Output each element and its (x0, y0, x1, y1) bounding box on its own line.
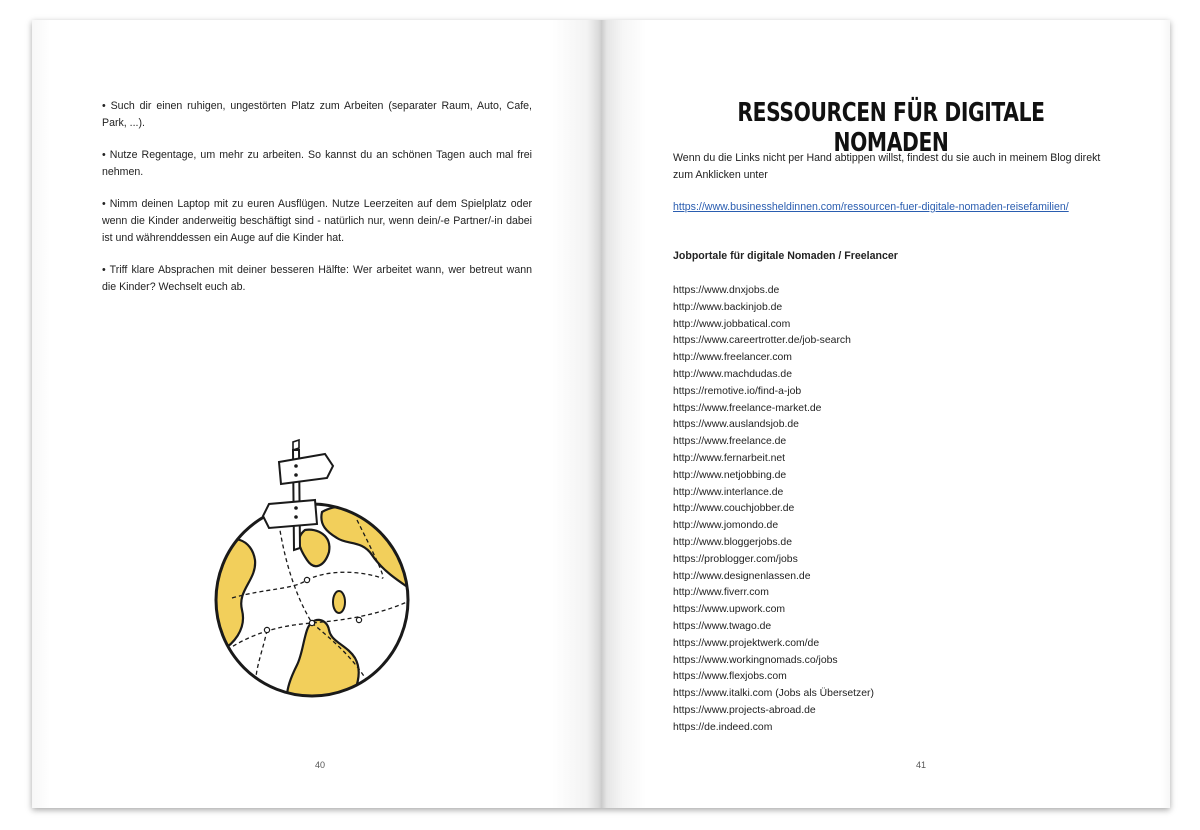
list-item[interactable]: https://www.twago.de (673, 620, 772, 632)
globe-with-signpost-icon (207, 420, 417, 700)
list-item[interactable]: https://www.upwork.com (673, 604, 786, 616)
list-item[interactable]: https://www.careertrotter.de/job-search (673, 335, 851, 347)
list-item[interactable]: http://www.bloggerjobs.de (673, 536, 792, 548)
book-spread (32, 20, 1170, 808)
page-title: RESSOURCEN FÜR DIGITALE NOMADEN (737, 98, 1045, 158)
page-number: 41 (915, 760, 926, 770)
list-item[interactable]: http://www.fiverr.com (673, 587, 769, 599)
list-item[interactable]: https://remotive.io/find-a-job (673, 385, 802, 397)
list-item[interactable]: https://www.workingnomads.co/jobs (673, 654, 838, 666)
list-item[interactable]: https://www.freelance.de (673, 436, 787, 448)
list-item[interactable]: https://www.flexjobs.com (673, 671, 787, 683)
left-page (32, 20, 601, 808)
list-item[interactable]: http://www.jomondo.de (673, 520, 779, 532)
list-item[interactable]: https://de.indeed.com (673, 721, 773, 733)
right-page (601, 20, 1170, 808)
tip-item: • Such dir einen ruhigen, ungestörten Platz zum Arbeiten (separater Raum, Auto, Cafe, Park, ...). (102, 100, 532, 129)
tip-item: • Nimm deinen Laptop mit zu euren Ausflügen. Nutze Leerzeiten auf dem Spielplatz oder wenn die Kinder anderweitig beschäftigt sind - natürlich nur, wenn dein/-e Partner/-in dabei ist und währenddessen ein Auge auf die Kinder hat. (102, 198, 532, 244)
list-item[interactable]: http://www.jobbatical.com (673, 318, 791, 330)
section-heading: Jobportale für digitale Nomaden / Freelancer (673, 250, 898, 262)
list-item[interactable]: https://www.freelance-market.de (673, 402, 822, 414)
list-item[interactable]: https://www.italki.com (Jobs als Übersetzer) (673, 688, 874, 700)
list-item[interactable]: https://www.dnxjobs.de (673, 285, 780, 296)
list-item[interactable]: http://www.machdudas.de (673, 368, 792, 380)
list-item[interactable]: https://www.auslandsjob.de (673, 419, 799, 431)
list-item[interactable]: http://www.interlance.de (673, 486, 784, 498)
intro-text: Wenn du die Links nicht per Hand abtippen willst, findest du sie auch in meinem Blog direkt zum Anklicken unter (673, 152, 1101, 181)
list-item[interactable]: https://www.projektwerk.com/de (673, 637, 820, 649)
list-item[interactable]: https://problogger.com/jobs (673, 553, 798, 565)
page-number: 40 (314, 760, 325, 770)
list-item[interactable]: https://www.projects-abroad.de (673, 704, 816, 716)
tip-item: • Triff klare Absprachen mit deiner besseren Hälfte: Wer arbeitet wann, wer betreut wann die Kinder? Wechselt euch ab. (102, 264, 532, 293)
job-portal-list (673, 283, 874, 737)
blog-link[interactable]: https://www.businessheldinnen.com/ressourcen-fuer-digitale-nomaden-reisefamilien/ (673, 201, 1069, 213)
list-item[interactable]: http://www.couchjobber.de (673, 503, 795, 515)
tips-list (102, 98, 532, 311)
list-item[interactable]: http://www.netjobbing.de (673, 469, 787, 481)
tip-item: • Nutze Regentage, um mehr zu arbeiten. So kannst du an schönen Tagen auch mal frei nehmen. (102, 149, 532, 178)
list-item[interactable]: http://www.designenlassen.de (673, 570, 811, 582)
list-item[interactable]: http://www.freelancer.com (673, 352, 792, 364)
list-item[interactable]: http://www.backinjob.de (673, 301, 783, 313)
list-item[interactable]: http://www.fernarbeit.net (673, 452, 786, 464)
